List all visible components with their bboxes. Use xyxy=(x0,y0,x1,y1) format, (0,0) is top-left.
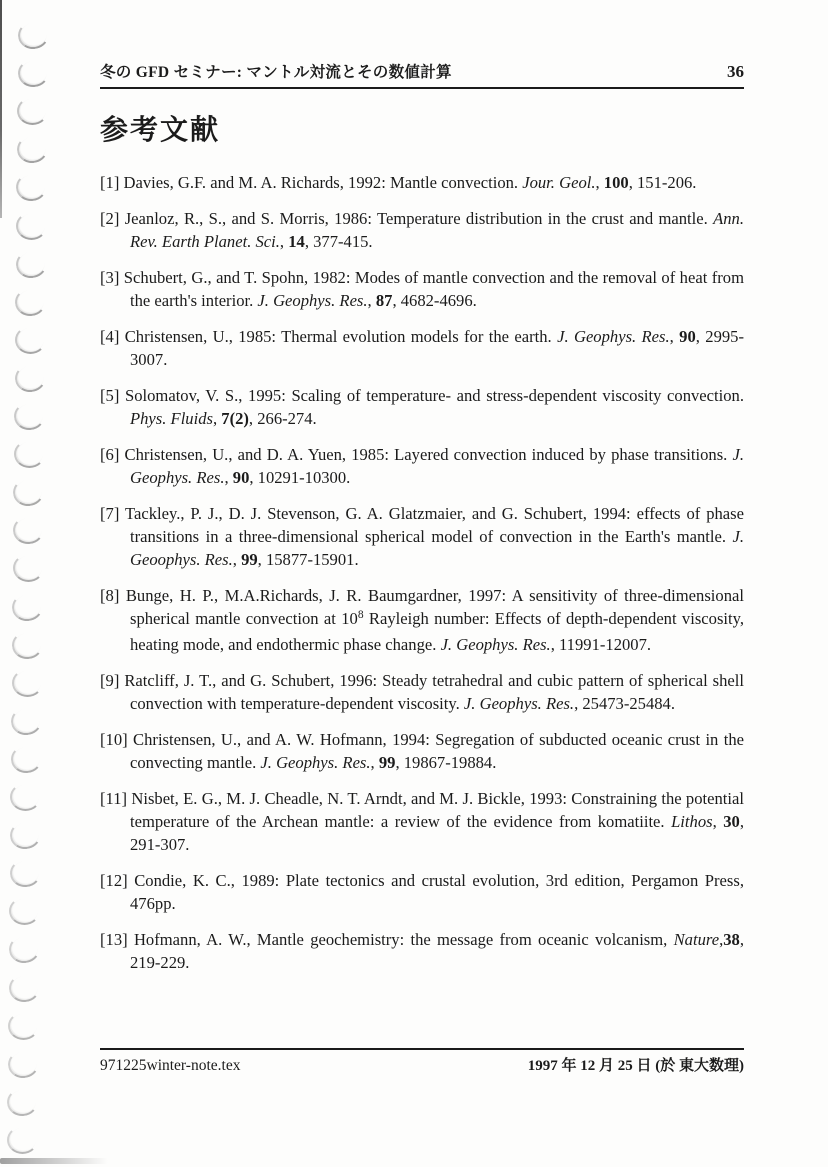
scan-edge-artifact xyxy=(0,0,2,218)
reference-text-segment: Condie, K. C., 1989: Plate tectonics and crustal evolution, 3rd edition, Pergamon Press, 476pp. xyxy=(130,871,744,913)
binding-hole xyxy=(8,1012,39,1040)
binding-hole xyxy=(8,819,43,852)
page-footer xyxy=(100,1048,744,1075)
reference-text-segment: 99 xyxy=(241,550,258,569)
reference-item xyxy=(100,928,744,974)
binding-hole xyxy=(17,97,48,125)
reference-text-segment: Christensen, U., 1985: Thermal evolution models for the earth. xyxy=(124,327,558,346)
binding-hole xyxy=(12,361,47,394)
reference-text-segment: J. Geophys. Res. xyxy=(257,291,368,310)
binding-hole xyxy=(16,212,47,240)
reference-item xyxy=(100,787,744,856)
binding-hole xyxy=(16,58,49,89)
reference-item xyxy=(100,207,744,253)
binding-hole xyxy=(13,554,44,582)
binding-hole xyxy=(15,326,46,354)
reference-text-segment: 99 xyxy=(378,753,396,772)
reference-text-segment: , 219-229. xyxy=(130,930,744,972)
binding-hole xyxy=(15,172,48,203)
binding-hole xyxy=(8,858,41,889)
reference-label: [4] xyxy=(100,327,120,346)
reference-text-segment: Solomatov, V. S., 1995: Scaling of temperature- and stress-dependent viscosity convection. xyxy=(124,386,744,405)
reference-text-segment: Ann. Rev. Earth Planet. Sci. xyxy=(130,209,745,251)
reference-text-segment: , 4682-4696. xyxy=(392,291,477,310)
reference-text-segment: 30 xyxy=(723,812,740,831)
reference-text-segment: , 11991-12007. xyxy=(550,635,652,654)
reference-text-segment: 100 xyxy=(603,173,629,192)
binding-hole xyxy=(6,1047,41,1080)
reference-text-segment: , 25473-25484. xyxy=(574,694,676,713)
footer-date: 1997 年 12 月 25 日 (於 東大数理) xyxy=(527,1058,744,1074)
reference-text-segment: Nature xyxy=(673,930,720,949)
running-title: 冬の GFD セミナー: マントル対流とその数値計算 xyxy=(100,64,452,81)
reference-text-segment: Hofmann, A. W., Mantle geochemistry: the message from oceanic volcanism, xyxy=(133,930,674,949)
reference-text-segment: Phys. Fluids xyxy=(130,409,213,428)
header-rule xyxy=(100,87,744,89)
binding-hole xyxy=(7,1126,38,1154)
reference-text-segment: Christensen, U., and D. A. Yuen, 1985: Layered convection induced by phase transitions. xyxy=(124,445,733,464)
reference-text-segment: , 377-415. xyxy=(304,232,373,251)
page-header xyxy=(100,60,744,82)
reference-item xyxy=(100,266,744,312)
reference-label: [8] xyxy=(100,586,120,605)
binding-hole xyxy=(14,440,45,468)
reference-item xyxy=(100,502,744,571)
reference-text-segment: 90 xyxy=(232,468,250,487)
reference-label: [5] xyxy=(100,386,120,405)
reference-text-segment: Christensen, U., and A. W. Hofmann, 1994: Segregation of subducted oceanic crust in the convecting mantle. xyxy=(130,730,745,772)
reference-text-segment: , 266-274. xyxy=(248,409,317,428)
reference-text-segment: , xyxy=(370,753,379,772)
footer-filename: 971225winter-note.tex xyxy=(100,1057,241,1074)
reference-text-segment: , 19867-19884. xyxy=(395,753,497,772)
binding-hole xyxy=(7,933,42,966)
reference-text-segment: J. Geophys. Res. xyxy=(130,445,744,487)
footer-rule xyxy=(100,1048,744,1050)
reference-text-segment: , 291-307. xyxy=(130,812,744,854)
binding-hole xyxy=(10,590,45,623)
reference-label: [10] xyxy=(100,730,128,749)
reference-text-segment: J. Geophys. Res. xyxy=(440,635,551,654)
reference-text-segment: , xyxy=(719,930,724,949)
reference-label: [3] xyxy=(100,268,120,287)
binding-hole xyxy=(11,476,46,509)
binding-hole xyxy=(14,286,47,317)
binding-hole xyxy=(7,972,40,1003)
reference-label: [11] xyxy=(100,789,128,808)
reference-text-segment: 38 xyxy=(723,930,740,949)
reference-label: [13] xyxy=(100,930,128,949)
page-content xyxy=(100,60,744,974)
reference-item xyxy=(100,669,744,715)
reference-item xyxy=(100,384,744,430)
reference-text-segment: , 2995-3007. xyxy=(130,327,744,369)
reference-text-segment: Tackley., P. J., D. J. Stevenson, G. A. Glatzmaier, and G. Schubert, 1994: effects of phase transitions in a three-dimensional spherical model of convection in the Earth's mantle. xyxy=(125,504,744,546)
reference-text-segment: Nisbet, E. G., M. J. Cheadle, N. T. Arndt, and M. J. Bickle, 1993: Constraining the potential temperature of the Archean mantle: a review of the evidence from komatiite. xyxy=(130,789,744,831)
reference-text-segment: 90 xyxy=(679,327,696,346)
reference-item xyxy=(100,869,744,915)
binding-hole xyxy=(12,669,43,697)
reference-text-segment: , 10291-10300. xyxy=(249,468,351,487)
reference-text-segment: J. Geoophys. Res. xyxy=(130,527,744,569)
reference-text-segment: J. Geophys. Res. xyxy=(557,327,670,346)
reference-text-segment: , xyxy=(212,409,222,428)
binding-hole xyxy=(11,629,44,660)
reference-text-segment: , xyxy=(279,232,289,251)
reference-text-segment: 7(2) xyxy=(221,409,249,428)
reference-item xyxy=(100,325,744,371)
reference-item xyxy=(100,443,744,489)
reference-label: [9] xyxy=(100,671,120,690)
reference-text-segment: , xyxy=(669,327,680,346)
reference-text-segment: Lithos xyxy=(671,812,713,831)
reference-text-segment: Jeanloz, R., S., and S. Morris, 1986: Temperature distribution in the crust and mantle. xyxy=(124,209,714,228)
binding-hole xyxy=(14,247,49,280)
reference-text-segment: Rayleigh number: Effects of depth-dependent viscosity, heating mode, and endothermic phase change. xyxy=(130,609,745,654)
binding-hole xyxy=(6,1086,39,1117)
reference-text-segment: , xyxy=(232,550,242,569)
page-number: 36 xyxy=(727,62,744,81)
reference-item xyxy=(100,584,744,656)
reference-text-segment: Ratcliff, J. T., and G. Schubert, 1996: Steady tetrahedral and cubic pattern of spherical shell convection with temperature-dependent viscosity. xyxy=(124,671,744,713)
reference-text-segment: 14 xyxy=(288,232,305,251)
reference-text-segment: , xyxy=(712,812,724,831)
binding-hole xyxy=(10,783,41,811)
reference-item xyxy=(100,728,744,774)
binding-hole xyxy=(9,704,44,737)
reference-text-segment: Jour. Geol. xyxy=(522,173,596,192)
scan-smudge-artifact xyxy=(0,1158,108,1164)
reference-text-segment: , xyxy=(224,468,233,487)
reference-text-segment: 8 xyxy=(357,609,364,621)
binding-hole xyxy=(15,133,50,166)
reference-label: [6] xyxy=(100,445,120,464)
section-title: 参考文献 xyxy=(100,115,221,146)
reference-item xyxy=(100,171,744,194)
reference-text-segment: 87 xyxy=(375,291,393,310)
binding-hole xyxy=(9,897,40,925)
reference-text-segment: , 15877-15901. xyxy=(257,550,359,569)
reference-label: [12] xyxy=(100,871,128,890)
reference-label: [7] xyxy=(100,504,120,523)
binding-hole xyxy=(10,744,43,775)
reference-label: [2] xyxy=(100,209,120,228)
reference-text-segment: , xyxy=(595,173,604,192)
reference-text-segment: , 151-206. xyxy=(628,173,697,192)
reference-list xyxy=(100,171,744,974)
reference-text-segment: J. Geophys. Res. xyxy=(463,694,575,713)
reference-text-segment: Davies, G.F. and M. A. Richards, 1992: Mantle convection. xyxy=(123,173,523,192)
footer-row xyxy=(100,1054,744,1075)
reference-text-segment: J. Geophys. Res. xyxy=(260,753,371,772)
reference-text-segment: Bunge, H. P., M.A.Richards, J. R. Baumgardner, 1997: A sensitivity of three-dimensional spherical mantle convection at 10 xyxy=(125,586,744,628)
binding-hole xyxy=(12,515,45,546)
reference-label: [1] xyxy=(100,173,120,192)
binding-hole xyxy=(16,19,51,52)
reference-text-segment: , xyxy=(367,291,376,310)
reference-text-segment: Schubert, G., and T. Spohn, 1982: Modes of mantle convection and the removal of heat from the earth's interior. xyxy=(123,268,744,310)
binding-hole xyxy=(13,401,46,432)
